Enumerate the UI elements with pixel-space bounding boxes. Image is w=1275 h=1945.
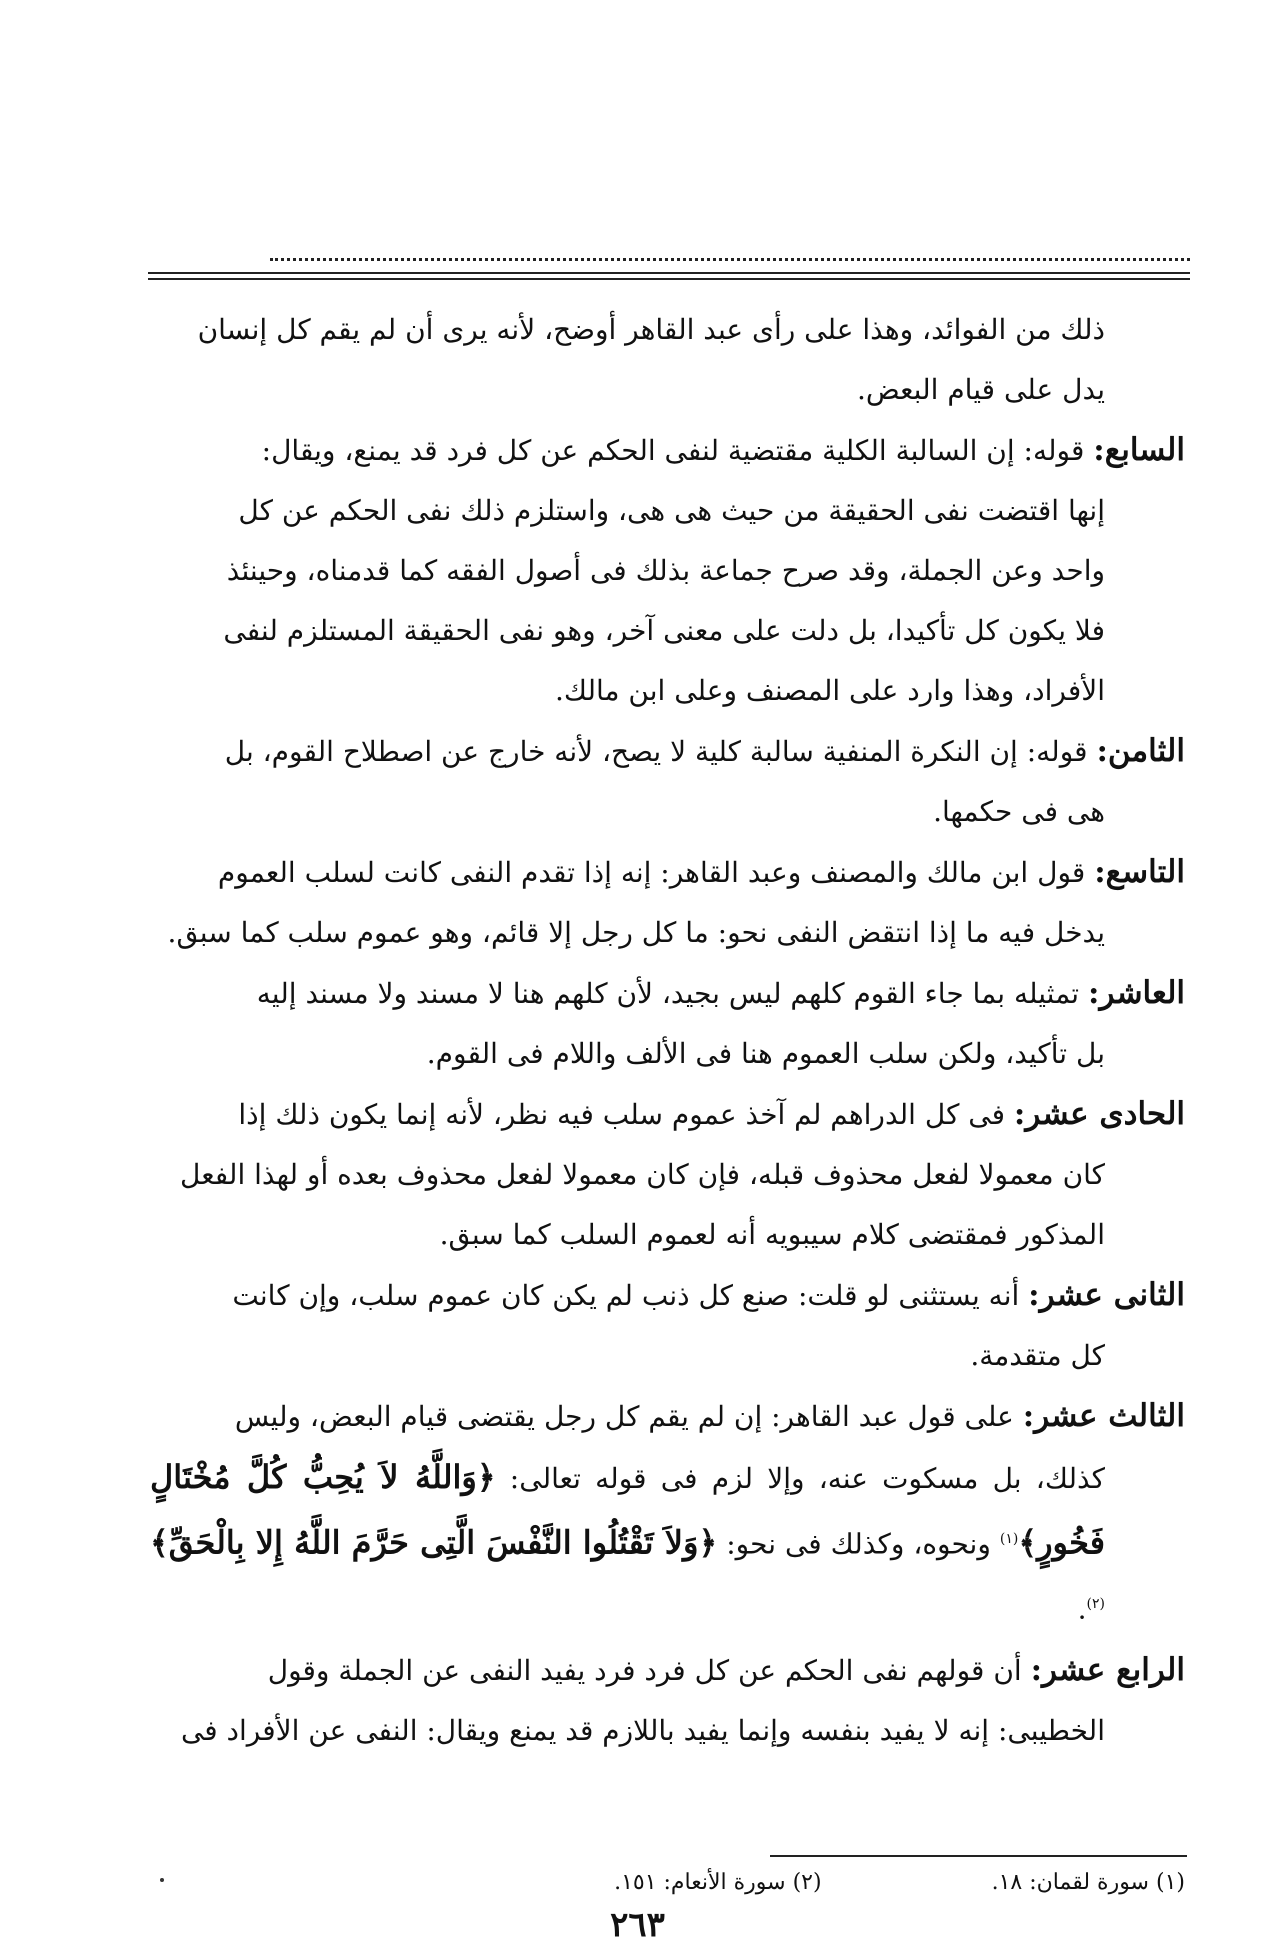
text-line: أن قولهم نفى الحكم عن كل فرد فرد يفيد النفى عن الجملة وقول	[267, 1653, 1022, 1687]
section-heading: السابع:	[1093, 432, 1185, 468]
header-rule-second	[148, 278, 1190, 280]
paragraph-ninth-cont	[150, 903, 1185, 963]
footnote-2: (٢) سورة الأنعام: ١٥١.	[614, 1870, 822, 1895]
text-line: إنها اقتضت نفى الحقيقة من حيث هى هى، واستلزم ذلك نفى الحكم عن كل	[238, 494, 1105, 527]
section-heading: الرابع عشر:	[1030, 1651, 1185, 1688]
header-dotted-rule	[270, 258, 1190, 261]
quran-verse: ﴿وَاللَّهُ لاَ يُحِبُّ كُلَّ مُخْتَالٍ فَخُورٍ﴾	[150, 1458, 1106, 1562]
body-text	[150, 300, 1185, 1761]
text-line: كان معمولا لفعل محذوف قبله، فإن كان معمولا لفعل محذوف بعده أو لهذا الفعل	[180, 1158, 1105, 1191]
paragraph-tenth	[150, 963, 1185, 1024]
section-heading: العاشر:	[1088, 975, 1185, 1011]
footnote-marker: (١)	[999, 1531, 1019, 1547]
paragraph-seventh-cont	[150, 481, 1185, 721]
section-heading: الثانى عشر:	[1028, 1277, 1185, 1313]
text-line: ذلك من الفوائد، وهذا على رأى عبد القاهر أوضح، لأنه يرى أن لم يقم كل إنسان	[197, 313, 1105, 346]
paragraph-fourteenth	[150, 1640, 1185, 1701]
text-line: ونحوه، وكذلك فى نحو:	[726, 1527, 991, 1561]
text-line: الخطيبى: إنه لا يفيد بنفسه وإنما يفيد باللازم قد يمنع ويقال: النفى عن الأفراد فى	[180, 1713, 1105, 1747]
text-line: كل متقدمة.	[970, 1339, 1105, 1372]
section-heading: الثالث عشر:	[1022, 1398, 1185, 1434]
paragraph-eighth-cont	[150, 782, 1185, 842]
paragraph-thirteenth	[150, 1386, 1185, 1447]
text-line: قول ابن مالك والمصنف وعبد القاهر: إنه إذا تقدم النفى كانت لسلب العموم	[217, 856, 1086, 889]
section-heading: الحادى عشر:	[1013, 1096, 1185, 1132]
paragraph-tenth-cont	[150, 1024, 1185, 1084]
page-number: ٢٦٣	[610, 1905, 665, 1945]
paragraph-eighth	[150, 721, 1185, 782]
text-line: واحد وعن الجملة، وقد صرح جماعة بذلك فى أصول الفقه كما قدمناه، وحينئذ	[226, 554, 1105, 587]
stray-dot	[160, 1878, 164, 1882]
text-line: يدخل فيه ما إذا انتقض النفى نحو: ما كل رجل إلا قائم، وهو عموم سلب كما سبق.	[167, 916, 1105, 949]
footnote-rule	[770, 1855, 1187, 1857]
text-line: فلا يكون كل تأكيدا، بل دلت على معنى آخر، وهو نفى الحقيقة المستلزم لنفى	[223, 614, 1105, 647]
paragraph-ninth	[150, 842, 1185, 903]
text-line: فى كل الدراهم لم آخذ عموم سلب فيه نظر، لأنه إنما يكون ذلك إذا	[238, 1098, 1006, 1131]
text-line: تمثيله بما جاء القوم كلهم ليس بجيد، لأن كلهم هنا لا مسند ولا مسند إليه	[256, 977, 1080, 1010]
text-line: قوله: إن السالبة الكلية مقتضية لنفى الحكم عن كل فرد قد يمنع، ويقال:	[261, 434, 1085, 467]
paragraph-twelfth-cont	[150, 1326, 1185, 1386]
text-line: الأفراد، وهذا وارد على المصنف وعلى ابن مالك.	[554, 674, 1105, 707]
text-line: يدل على قيام البعض.	[856, 373, 1105, 406]
paragraph-thirteenth-cont	[150, 1447, 1185, 1640]
paragraph-continued	[150, 300, 1185, 420]
section-heading: الثامن:	[1096, 733, 1185, 769]
paragraph-eleventh	[150, 1084, 1185, 1145]
text-line: قوله: إن النكرة المنفية سالبة كلية لا يصح، لأنه خارج عن اصطلاح القوم، بل	[224, 735, 1088, 768]
header-rule	[148, 272, 1190, 274]
quran-verse: ﴿وَلاَ تَقْتُلُوا النَّفْسَ الَّتِى حَرَّمَ اللَّهُ إِلا بِالْحَقِّ﴾	[150, 1523, 718, 1562]
paragraph-fourteenth-cont	[150, 1701, 1185, 1761]
text-line: المذكور فمقتضى كلام سيبويه أنه لعموم السلب كما سبق.	[439, 1218, 1105, 1251]
paragraph-eleventh-cont	[150, 1145, 1185, 1265]
footnote-1: (١) سورة لقمان: ١٨.	[991, 1870, 1185, 1895]
footnote-marker: (٢)	[1086, 1596, 1105, 1613]
text-line: .	[1077, 1592, 1087, 1626]
paragraph-twelfth	[150, 1265, 1185, 1326]
section-heading: التاسع:	[1094, 854, 1185, 890]
text-line: هى فى حكمها.	[933, 795, 1105, 828]
footnotes	[385, 1870, 1185, 1895]
paragraph-seventh	[150, 420, 1185, 481]
text-line: على قول عبد القاهر: إن لم يقم كل رجل يقتضى قيام البعض، وليس	[234, 1400, 1014, 1433]
text-line: كذلك، بل مسكوت عنه، وإلا لزم فى قوله تعالى:	[509, 1462, 1106, 1495]
text-line: أنه يستثنى لو قلت: صنع كل ذنب لم يكن كان عموم سلب، وإن كانت	[232, 1279, 1020, 1312]
text-line: بل تأكيد، ولكن سلب العموم هنا فى الألف واللام فى القوم.	[426, 1037, 1105, 1070]
